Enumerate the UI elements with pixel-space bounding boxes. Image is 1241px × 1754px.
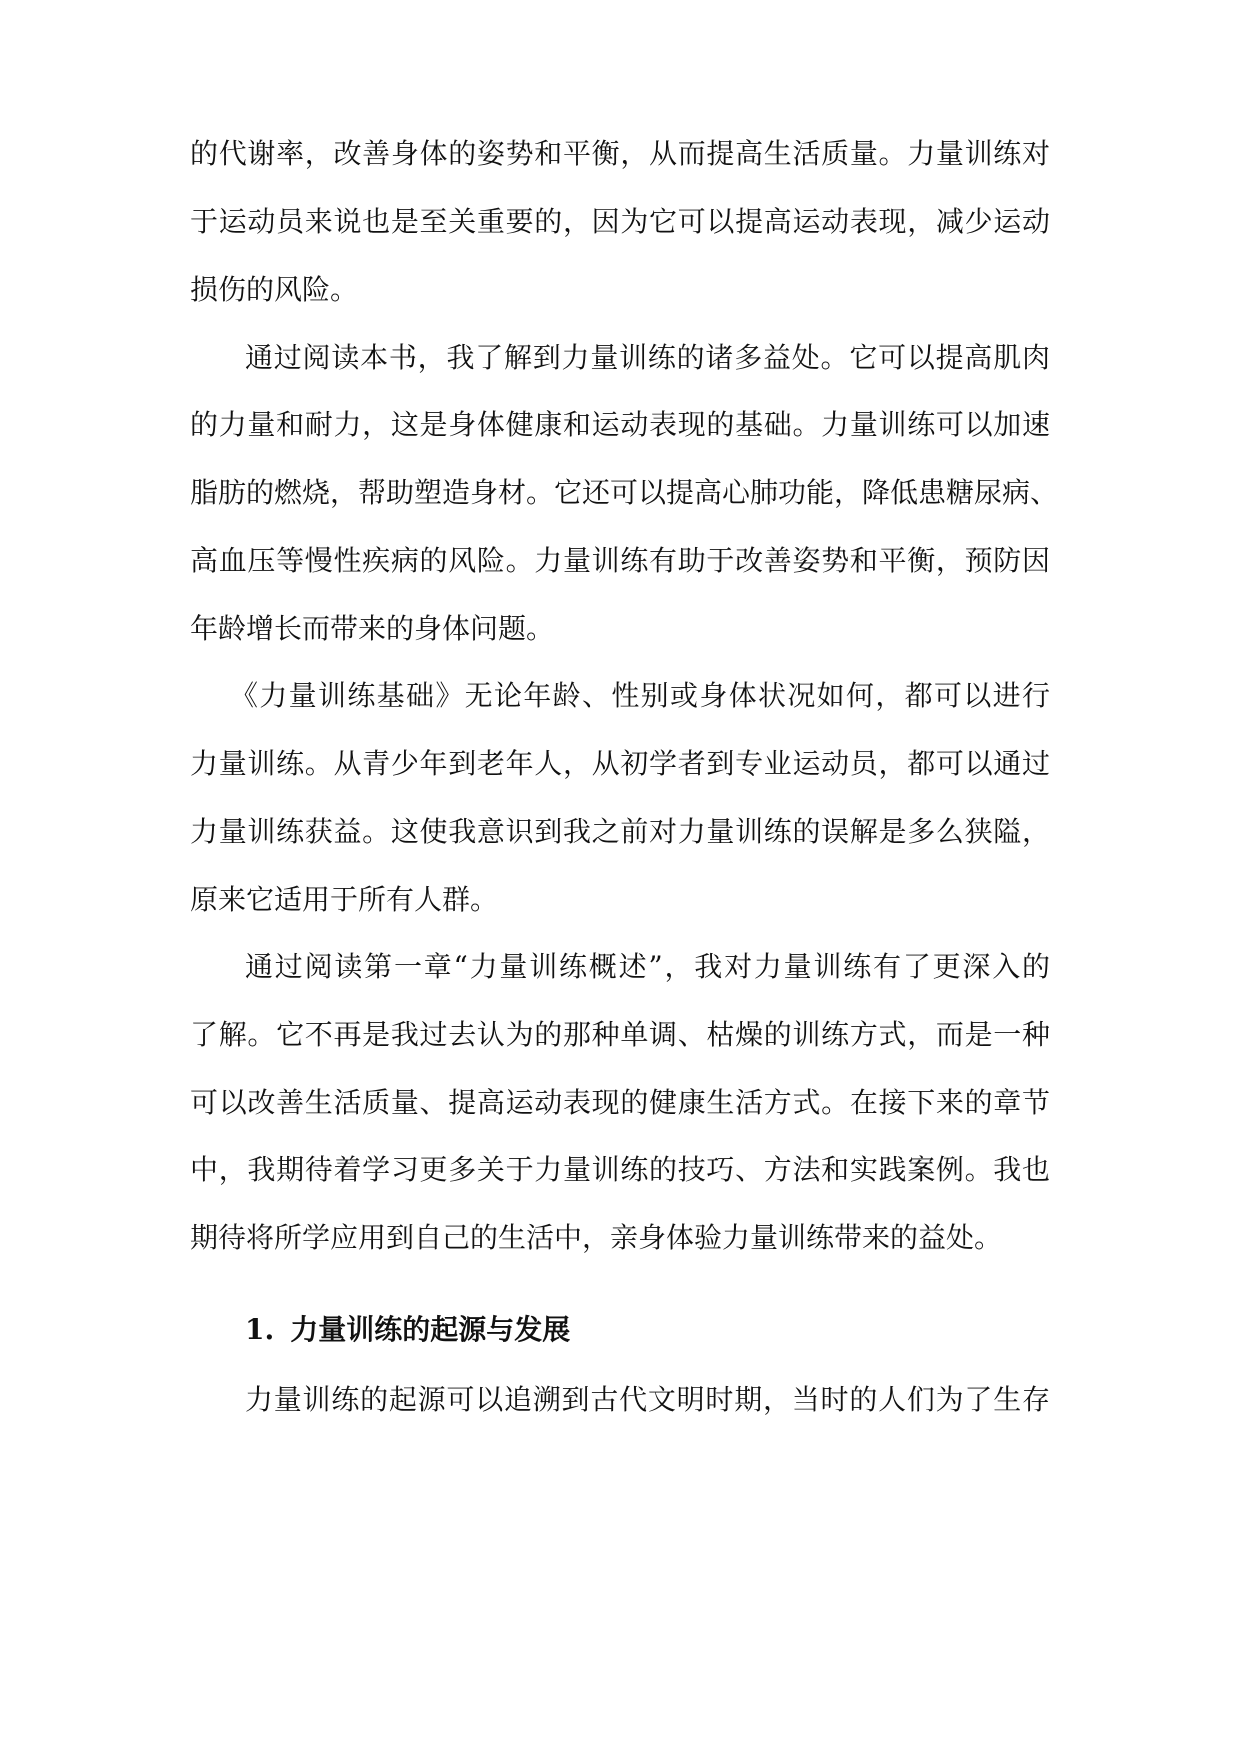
paragraph-2-line-2: 的力量和耐力，这是身体健康和运动表现的基础。力量训练可以加速 [190, 408, 1050, 441]
paragraph-1-line-3: 损伤的风险。 [190, 273, 359, 306]
paragraph-4-line-5: 期待将所学应用到自己的生活中，亲身体验力量训练带来的益处。 [190, 1221, 1003, 1254]
paragraph-2-line-3: 脂肪的燃烧，帮助塑造身材。它还可以提高心肺功能，降低患糖尿病、 [190, 476, 1059, 509]
paragraph-1-line-2: 于运动员来说也是至关重要的，因为它可以提高运动表现，减少运动 [190, 205, 1050, 238]
paragraph-4-line-3: 可以改善生活质量、提高运动表现的健康生活方式。在接下来的章节 [190, 1086, 1050, 1119]
paragraph-3-line-1: 《力量训练基础》无论年龄、性别或身体状况如何，都可以进行 [230, 679, 1050, 712]
paragraph-2-line-5: 年龄增长而带来的身体问题。 [190, 612, 555, 645]
paragraph-2-line-4: 高血压等慢性疾病的风险。力量训练有助于改善姿势和平衡，预防因 [190, 544, 1050, 577]
paragraph-4-line-2: 了解。它不再是我过去认为的那种单调、枯燥的训练方式，而是一种 [190, 1018, 1050, 1051]
section-heading [245, 1310, 570, 1350]
final-paragraph-line-1: 力量训练的起源可以追溯到古代文明时期，当时的人们为了生存 [245, 1383, 1050, 1416]
paragraph-4-line-4: 中，我期待着学习更多关于力量训练的技巧、方法和实践案例。我也 [190, 1153, 1050, 1186]
paragraph-3-line-3: 力量训练获益。这使我意识到我之前对力量训练的误解是多么狭隘， [190, 815, 1050, 848]
paragraph-2-line-1: 通过阅读本书，我了解到力量训练的诸多益处。它可以提高肌肉 [245, 341, 1050, 374]
paragraph-4-line-1: 通过阅读第一章“力量训练概述”，我对力量训练有了更深入的 [245, 950, 1050, 983]
section-title: 力量训练的起源与发展 [290, 1313, 571, 1346]
section-number: 1. [245, 1313, 275, 1346]
paragraph-1-line-1: 的代谢率，改善身体的姿势和平衡，从而提高生活质量。力量训练对 [190, 137, 1050, 170]
paragraph-3-line-2: 力量训练。从青少年到老年人，从初学者到专业运动员，都可以通过 [190, 747, 1050, 780]
paragraph-3-line-4: 原来它适用于所有人群。 [190, 883, 499, 916]
